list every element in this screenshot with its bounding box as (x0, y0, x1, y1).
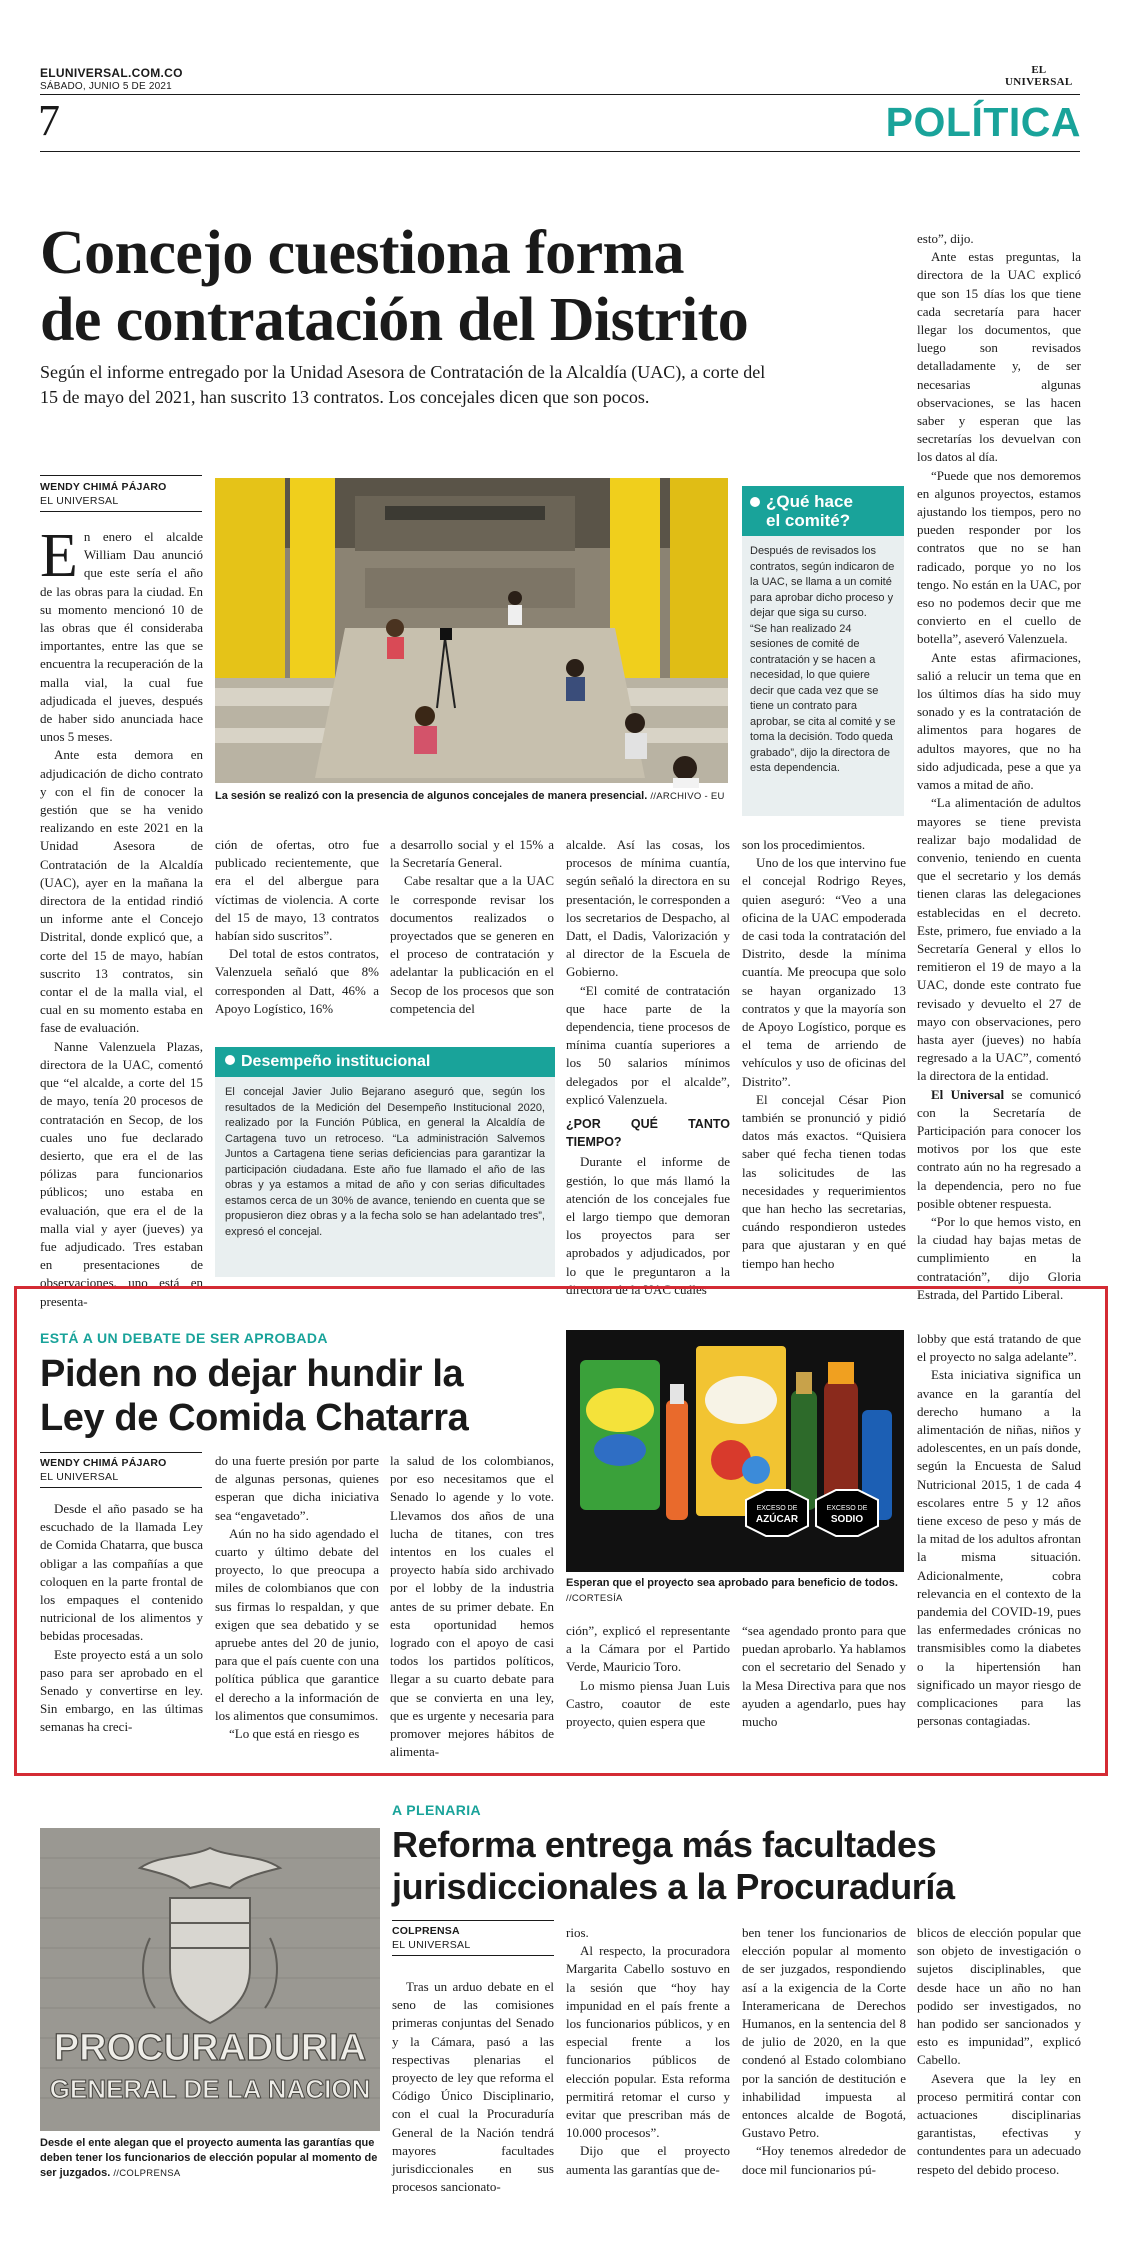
story2-column-3 (390, 1452, 554, 1770)
story1-col6-p6-text: se comunicó con la Secretaría de Participación para conocer los motivos por los que este contrato aún no ha regresado a la dependencia, pero no fue posible obtener respuesta. (917, 1086, 1081, 1211)
story3-photo-caption (40, 2136, 380, 2181)
sidebar-desempeno (215, 1047, 555, 1277)
story1-col6-p2: Ante estas preguntas, la directora de la UAC explicó que son 15 días los que tiene cada secretaría para hacer llegar los documentos, que luego son revisados detalladamente y, de ser necesarias algunas observaciones, se las hacen saber y esperan que las secretarías los devuelvan con los datos al día. (917, 249, 1081, 465)
story2-col2-p1: do una fuerte presión por parte de algunas personas, quienes esperan que dicha iniciativa sea “engavetado”. (215, 1453, 379, 1523)
story1-column-5 (742, 836, 906, 1276)
story1-column-6 (917, 230, 1081, 1302)
story3-col1-p1: Tras un arduo debate en el seno de las comisiones primeras conjuntas del Senado y la Cámara, pasó a las respectivas plenarias el proyecto de ley que reforma el Código Único Disciplinario, con el cual la Procuraduría General de la Nación tendrá mayores facultades jurisdiccionales en sus procesos sancionato- (392, 1979, 554, 2195)
story2-col6-p2: Esta iniciativa significa un avance en la garantía del derecho humano a la alimentación de niñas, niños y adolescentes, en un país donde, según la Encuesta de Salud Nutricional 2015, 1 de cada 4 escolares entre 5 y 12 años tiene exceso de peso y más de la mitad de los adultos afrontan la misma situación. Adicionalmente, cobra relevancia en el contexto de la pandemia del COVID-19, pues las enfermedades crónicas no transmisibles como la diabetes o la hipertensión han significado un mayor riesgo de complicaciones para las personas contagiadas. (917, 1367, 1081, 1729)
story1-col2-p1: ción de ofertas, otro fue publicado recientemente, que era el del albergue para víctimas de violencia. A corte del 15 de mayo, 13 contratos habían sido suscritos”. (215, 837, 379, 944)
sidebar-comite-bullet-icon (750, 497, 760, 507)
story2-headline-line2: Ley de Comida Chatarra (40, 1397, 469, 1439)
story2-photo-credit: //CORTESÍA (566, 1593, 623, 1604)
story3-byline-rule-bottom (392, 1955, 554, 1956)
warning-seal-sodium-top: EXCESO DE (826, 1505, 868, 1512)
story3-column-4 (917, 1924, 1081, 2238)
council-session-photo (215, 478, 728, 783)
sidebar-comite-title-2: el comité? (766, 511, 851, 530)
story1-col5-p3: El concejal César Pion también se pronunció y pidió datos más exactos. “Quisiera saber qué fecha tienen todas las solicitudes de las necesidades y requerimientos que han hecho las secretarias, cuándo respondieron ustedes para que ajustaran y en qué tiempo han hecho (742, 1091, 906, 1271)
story1-col6-p4: Ante estas afirmaciones, salió a relucir un tema que en los últimos días ha sido muy sonado y es la contratación de alimentos para hogares de adultos mayores, que no ha sido adjudicada, pese a que ya vamos a mitad de año. (917, 649, 1081, 793)
section-title: POLÍTICA (885, 99, 1081, 145)
story1-column-1 (40, 522, 203, 1309)
issue-date: SÁBADO, JUNIO 5 DE 2021 (40, 81, 172, 92)
story1-col6-p3: “Puede que nos demoremos en algunos proyectos, estamos ajustando los tiempos, pero no pueden responder por los contratos que no se han radicado, porque yo no los tengo. No están en la UAC, por eso no podemos decir que me convierto en el cuello de botella”, aseveró Valenzuela. (917, 467, 1081, 647)
sidebar-comite-body (742, 536, 904, 785)
story1-headline-line1: Concejo cuestiona forma (40, 219, 684, 287)
story1-col1-p2: Ante esta demora en adjudicación de dicho contrato y con el fin de conocer la gestión que se ha venido realizando en este 2021 en la Unidad Asesora de Contratación de la Alcaldía (UAC), ayer en la mañana la directora de la entidad rindió un informe ante el Concejo Distrital, donde explicó que, a corte del 15 de mayo, habían suscrito 13 contratos, sin contar el de la malla vial, el cual en su momento estaba en fase de evaluación. (40, 747, 203, 1036)
story2-column-6 (917, 1330, 1081, 1770)
story2-col2-p2: Aún no ha sido agendado el cuarto y último debate del proyecto, lo que preocupa a miles de colombianos que con sus firmas lo respaldan, y que exigen que sea debatido y se apruebe antes del 20 de junio, para que el país cuente con una política pública que garantice el derecho a la información de los alimentos que consumimos. (215, 1525, 379, 1723)
story2-col1-p2: Este proyecto está a un solo paso para ser aprobado en el Senado y convertirse en ley. Sin embargo, en las últimas semanas ha creci- (40, 1646, 203, 1735)
story1-col3-p2: Cabe resaltar que a la UAC le corresponde revisar los documentos realizados o proyectados que se generen en el proceso de contratación y adelantar la publicación en el Secop de los procesos que son competencia del (390, 873, 554, 1016)
story1-column-2 (215, 836, 379, 1026)
story3-col3-p1: ben tener los funcionarios de elección popular al momento de ser juzgados, respondiendo así a la exigencia de la Corte Interamericana de Derechos Humanos, en la sentencia del 8 de julio de 2020, en la que condenó al Estado colombiano por la sanción de destitución e inhabilidad impuesta al entonces alcalde de Bogotá, Gustavo Petro. (742, 1925, 906, 2141)
story1-column-4 (566, 836, 730, 1297)
warning-seal-sugar (746, 1490, 808, 1536)
story2-column-5 (742, 1622, 906, 1772)
story3-byline-name: COLPRENSA (392, 1925, 460, 1937)
story2-headline (40, 1352, 560, 1440)
logo-line-1: EL (1031, 64, 1047, 76)
story2-byline-rule-bottom (40, 1487, 202, 1488)
junk-food-illustration (566, 1330, 904, 1572)
sidebar-comite-title-1: ¿Qué hace (766, 492, 853, 511)
story3-headline-line2: jurisdiccionales a la Procuraduría (392, 1866, 955, 1907)
page-number: 7 (38, 96, 60, 145)
story2-col5-p1: “sea agendado pronto para que puedan aprobarlo. Ya hablamos con el secretario del Senado y la Mesa Directiva para que nos ayuden a agendarlo, pues hay mucho (742, 1623, 906, 1730)
story1-col6-p5: “La alimentación de adultos mayores se tiene prevista realizar bajo modalidad de convenio, teniendo en cuenta que el secretario y los demás tienen claras las delegaciones establecidas en el decreto. Este, primero, fue enviado a la Secretaría General y ellos lo remitieron el 19 de mayo a la UAC, donde este contrato fue revisado y devuelto el 27 de mayo con observaciones, pero hasta ayer (jueves) no había regresado a la UAC”, comentó la directora de la entidad. (917, 795, 1081, 1084)
story1-col4-p1: alcalde. Así las cosas, los procesos de mínima cuantía, según señaló la directora en su presentación, le corresponden a los secretarios de Despacho, al Datt, el Dadis, Valorización y al director de la Escuela de Gobierno. (566, 837, 730, 980)
story3-kicker: A PLENARIA (392, 1802, 482, 1818)
masthead-rule (40, 94, 1080, 95)
story3-col2-p2: Al respecto, la procuradora Margarita Cabello sostuvo en la sesión que “hoy hay impunidad en el país frente a los funcionarios públicos, y en especial frente a los funcionarios públicos de elección popular. Esta reforma permitirá retomar el curso y evitar que prescriban más de 10.000 procesos”. (566, 1943, 730, 2141)
story1-photo-credit: //ARCHIVO - EU (650, 791, 725, 802)
story2-col4-p1: ción”, explicó el representante a la Cámara por el Partido Verde, Mauricio Toro. (566, 1623, 730, 1675)
story1-dek: Según el informe entregado por la Unidad Asesora de Contratación de la Alcaldía (UAC), a corte del 15 de mayo del 2021, han suscrito 13 contratos. Los concejales dicen que son pocos. (40, 362, 766, 407)
procuraduria-illustration (40, 1828, 380, 2131)
story3-photo-caption-text: Desde el ente alegan que el proyecto aumenta las garantías que deben tener los funcionarios de elección popular al momento de ser juzgados. (40, 2137, 378, 2179)
story3-column-1 (392, 1978, 554, 2238)
sidebar-desempeno-header (215, 1047, 555, 1077)
story1-photo-caption (215, 789, 728, 804)
sign-procuraduria: PROCURADURIA (53, 2027, 367, 2069)
story1-col6-p7: “Por lo que hemos visto, en la ciudad hay bajas metas de cumplimiento en la contratación”, dijo Gloria Estrada, del Partido Liberal. (917, 1213, 1081, 1302)
story3-photo-credit: //COLPRENSA (113, 2168, 181, 2179)
story1-col4-subhead: ¿POR QUÉ TANTO TIEMPO? (566, 1117, 730, 1150)
story2-byline-rule (40, 1452, 202, 1453)
site-url: ELUNIVERSAL.COM.CO (40, 66, 183, 80)
story3-headline-line1: Reforma entrega más facultades (392, 1824, 937, 1865)
story1-col5-p2: Uno de los que intervino fue el concejal Rodrigo Reyes, quien aseguró: “Veo a una oficina de la UAC empoderada de casi toda la contratación del Distrito, desde la mínima cuantía. Me preocupa que solo se hayan organizado 13 contratos y que la mayoría son de Apoyo Logístico, porque es el tema de arriendo de vehículos y uso de oficinas del Distrito”. (742, 855, 906, 1089)
sidebar-desempeno-body: El concejal Javier Julio Bejarano aseguró que, según los resultados de la Medición del Desempeño Institucional 2020, realizado por la Función Pública, en general la Alcaldía de Cartagena tuvo un retroceso. “La administración Salvemos Juntos a Cartagena tiene serias deficiencias para garantizar la participación ciudadana. Este año fue llamado el año de las obras y ya estamos a mitad de año y con serias dificultades estamos cerca de un 30% de avance, teniendo en cuenta que se propusieron diez obras y a la fecha solo se han adelantado tres”, expresó el concejal. (225, 1086, 545, 1238)
story2-kicker: ESTÁ A UN DEBATE DE SER APROBADA (40, 1330, 328, 1346)
story2-column-4 (566, 1622, 730, 1772)
sidebar-desempeno-title: Desempeño institucional (241, 1053, 431, 1070)
story1-dropcap: E (40, 522, 78, 590)
story3-col2-p3: Dijo que el proyecto aumenta las garantías que de- (566, 2143, 730, 2177)
warning-seal-sodium-bottom: SODIO (830, 1514, 864, 1525)
story2-col1-p1: Desde el año pasado se ha escuchado de la llamada Ley de Comida Chatarra, que busca obligar a las compañías a que coloquen en la parte frontal de los empaques el contenido nutricional de los alimentos y bebidas procesadas. (40, 1501, 203, 1644)
story1-photo-caption-text: La sesión se realizó con la presencia de algunos concejales de manera presencial. (215, 790, 648, 802)
story1-headline-line2: de contratación del Distrito (40, 286, 749, 354)
story2-headline-line1: Piden no dejar hundir la (40, 1353, 464, 1395)
story2-photo-caption-text: Esperan que el proyecto sea aprobado para beneficio de todos. (566, 1577, 898, 1589)
story1-col1-p1: n enero el alcalde William Dau anunció que este sería el año de las obras para la ciudad. En su momento mencionó 10 de las obras que él consideraba importantes, entre las que se encuentra la recuperación de la malla vial, la cual fue adjudicada el jueves, después de haber sido anunciada hace unos 5 meses. (40, 529, 203, 745)
story1-col5-p1: son los procedimientos. (742, 837, 866, 852)
logo-line-2: UNIVERSAL (1005, 76, 1073, 88)
story1-byline-org: EL UNIVERSAL (40, 495, 119, 507)
story2-col3-p1: la salud de los colombianos, por eso necesitamos que el Senado lo agende y lo vote. Llevamos dos años de una lucha de titanes, con tres intentos en los cuales el proyecto había sido archivado por el lobby de la industria antes de su primer debate. En esta oportunidad hemos logrado con el apoyo de casi todos los partidos políticos, llegar a su cuarto debate para que se convierta en una ley, que es urgente y necesaria para promover mejores hábitos de alimenta- (390, 1453, 554, 1760)
story1-col1-p3: Nanne Valenzuela Plazas, directora de la UAC, comentó que “el alcalde, a corte del 15 de mayo, tenía 20 procesos de contratación en Secop, de los cuales uno fue declarado desierto, que era el de las pólizas para funcionarios públicos; uno estaba en evaluación, que era el de la malla vial y ayer (jueves) ya fue adjudicado. Tres estaban en presentaciones de observaciones, uno está en presenta- (40, 1038, 203, 1309)
story3-col4-p1: blicos de elección popular que son objeto de investigación o sujetos disciplinables, que desde hace un año no han podido ser investigados, no han podido ser sancionados y esto es impunidad”, explicó Cabello. (917, 1925, 1081, 2068)
story1-col3-p1: a desarrollo social y el 15% a la Secretaría General. (390, 837, 554, 871)
story2-column-2 (215, 1452, 379, 1770)
story1-byline-rule-bottom (40, 511, 202, 512)
masthead-logo (1005, 64, 1073, 88)
warning-seal-sodium (816, 1490, 878, 1536)
sign-general-nacion: GENERAL DE LA NACION (49, 2074, 371, 2104)
story3-headline (392, 1824, 1092, 1908)
story1-column-3 (390, 836, 554, 1026)
story1-col4-p2: “El comité de contratación que hace parte de la dependencia, tiene procesos de mínima cuantía superiores a los 50 salarios mínimos delegados por el alcalde”, explicó Valenzuela. (566, 982, 730, 1107)
story1-col6-p6 (917, 1086, 1081, 1213)
story1-col6-bold-lead: El Universal (931, 1086, 1005, 1102)
story2-byline-org: EL UNIVERSAL (40, 1471, 119, 1483)
story3-col3-p2: “Hoy tenemos alrededor de doce mil funcionarios pú- (742, 2143, 906, 2177)
story2-photo-caption (566, 1576, 904, 1606)
story2-col4-p2: Lo mismo piensa Juan Luis Castro, coautor de este proyecto, quien espera que (566, 1677, 730, 1730)
sidebar-desempeno-bullet-icon (225, 1055, 235, 1065)
sidebar-comite (742, 486, 904, 816)
junk-food-photo (566, 1330, 904, 1572)
story1-byline-rule (40, 475, 202, 476)
story2-col2-p3: “Lo que está en riesgo es (229, 1726, 360, 1742)
section-rule (40, 151, 1080, 152)
warning-seal-sugar-top: EXCESO DE (756, 1505, 798, 1512)
story2-column-1 (40, 1500, 203, 1770)
story1-headline (40, 220, 940, 354)
procuraduria-photo (40, 1828, 380, 2131)
story1-byline-name: WENDY CHIMÁ PÁJARO (40, 481, 167, 493)
story2-byline-name: WENDY CHIMÁ PÁJARO (40, 1457, 167, 1469)
sidebar-comite-p2: “Se han realizado 24 sesiones de comité de contratación y se hacen a necesidad, lo que quiere decir que cada vez que se tiene un contrato para aprobar, se cita al comité y se toma la decisión. Todo queda grabado”, dijo la directora de esta dependencia. (750, 622, 896, 774)
story3-byline-org: EL UNIVERSAL (392, 1939, 471, 1951)
sidebar-comite-p1: Después de revisados los contratos, según indicaron de la UAC, se llama a un comité para aprobar dicho proceso y dejar que siga su curso. (750, 545, 895, 619)
story1-col2-p2: Del total de estos contratos, Valenzuela señaló que 8% corresponden al Datt, 46% a Apoyo Logístico, 16% (215, 946, 379, 1016)
story3-col2-p1: rios. (566, 1925, 589, 1940)
story1-col4-p3: Durante el informe de gestión, lo que más llamó la atención de los concejales fue el largo tiempo que demoran los proyectos para ser aprobados y adjudicados, por lo que le preguntaron a la directora de la UAC cuáles (566, 1154, 730, 1297)
warning-seal-sugar-bottom: AZÚCAR (755, 1514, 799, 1525)
story3-column-3 (742, 1924, 906, 2238)
sidebar-comite-header (742, 486, 904, 536)
story2-col6-p1: lobby que está tratando de que el proyecto no salga adelante”. (917, 1331, 1081, 1365)
story3-byline-rule (392, 1920, 554, 1921)
story3-column-2 (566, 1924, 730, 2238)
council-session-illustration (215, 478, 728, 783)
story1-col6-p1: esto”, dijo. (917, 231, 974, 246)
story3-col4-p2: Asevera que la ley en proceso permitirá contar con actuaciones disciplinarias garantistas, efectivas y contundentes para un adecuado respeto del debido proceso. (917, 2070, 1081, 2177)
